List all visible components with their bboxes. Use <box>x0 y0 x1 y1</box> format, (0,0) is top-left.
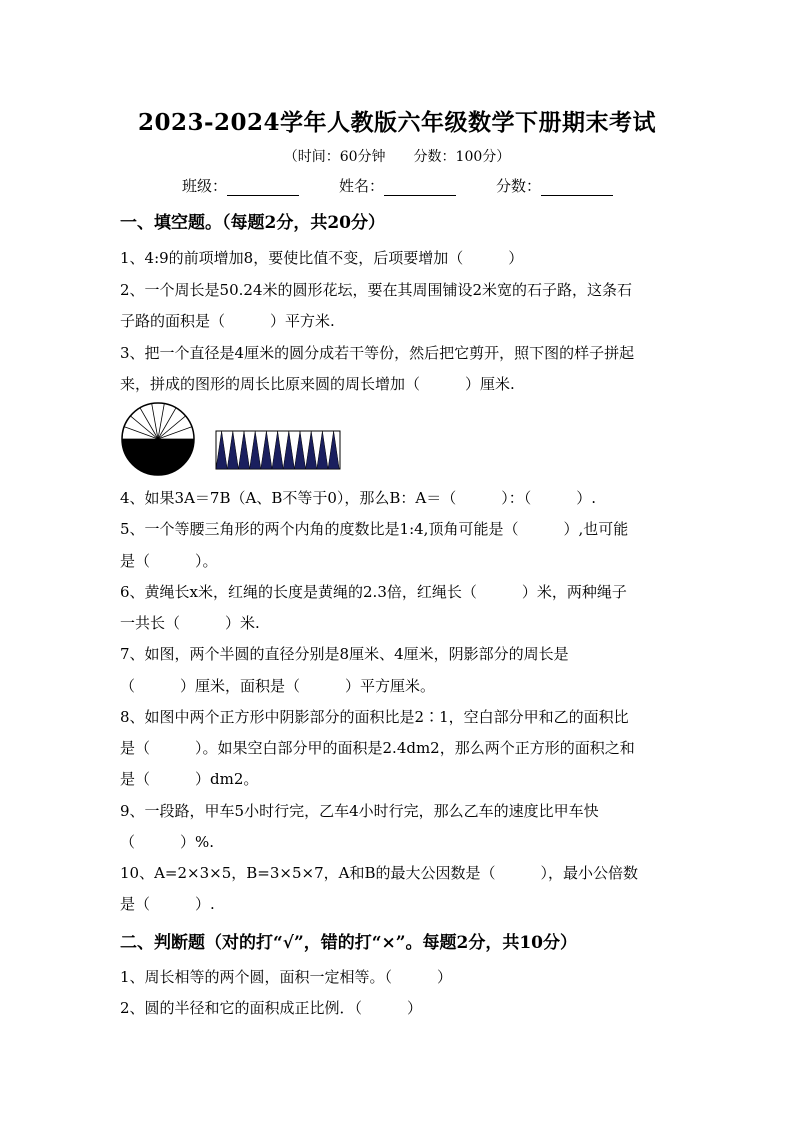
score-label: 分数： <box>496 177 542 195</box>
question-line: 一共长（ ）米. <box>120 614 260 632</box>
question-line: （ ）厘米，面积是（ ）平方厘米。 <box>120 677 436 695</box>
name-blank[interactable] <box>384 181 456 196</box>
question-line: 是（ ）。 <box>120 552 218 570</box>
exam-subtitle: （时间：60分钟 分数：100分） <box>283 149 511 165</box>
section1-heading: 一、填空题。（每题2分，共20分） <box>120 213 385 233</box>
question-line: 4、如果3A＝7B（A、B不等于0），那么B：A＝（ ）：（ ）. <box>120 489 597 507</box>
question-line: 9、一段路，甲车5小时行完，乙车4小时行完，那么乙车的速度比甲车快 <box>120 802 599 820</box>
question-line: 1、4:9的前项增加8，要使比值不变，后项要增加（ ） <box>120 249 524 267</box>
name-label: 姓名： <box>339 177 385 195</box>
question-line: 5、一个等腰三角形的两个内角的度数比是1:4,顶角可能是（ ）,也可能 <box>120 520 629 538</box>
question-line: 子路的面积是（ ）平方米. <box>120 312 335 330</box>
question-line: 3、把一个直径是4厘米的圆分成若干等份，然后把它剪开，照下图的样子拼起 <box>120 344 635 362</box>
question-line: 来，拼成的图形的周长比原来圆的周长增加（ ）厘米. <box>120 375 515 393</box>
question-line: 7、如图，两个半圆的直径分别是8厘米、4厘米，阴影部分的周长是 <box>120 645 569 663</box>
question-line: 6、黄绳长x米，红绳的长度是黄绳的2.3倍，红绳长（ ）米，两种绳子 <box>120 583 627 601</box>
section2-heading: 二、判断题（对的打“√”，错的打“×”。每题2分，共10分） <box>120 933 578 953</box>
question-line: 10、A=2×3×5，B=3×5×7，A和B的最大公因数是（ ），最小公倍数 <box>120 864 638 882</box>
rearranged-sectors-figure <box>214 428 342 472</box>
question-line: 是（ ）dm2。 <box>120 770 259 788</box>
question-line: 2、圆的半径和它的面积成正比例．（ ） <box>120 999 423 1017</box>
class-label: 班级： <box>182 177 228 195</box>
question-line: 是（ ）. <box>120 895 215 913</box>
question-line: 2、一个周长是50.24米的圆形花坛，要在其周围铺设2米宽的石子路，这条石 <box>120 281 633 299</box>
question-line: （ ）%. <box>120 833 215 851</box>
score-blank[interactable] <box>541 181 613 196</box>
question-line: 是（ ）。如果空白部分甲的面积是2.4dm2，那么两个正方形的面积之和 <box>120 739 635 757</box>
question-line: 1、周长相等的两个圆，面积一定相等。（ ） <box>120 968 453 986</box>
class-blank[interactable] <box>227 181 299 196</box>
exam-title: 2023-2024学年人教版六年级数学下册期末考试 <box>137 109 657 136</box>
circle-sectors-figure <box>120 402 200 476</box>
student-info <box>182 175 642 196</box>
question-line: 8、如图中两个正方形中阴影部分的面积比是2∶1，空白部分甲和乙的面积比 <box>120 708 629 726</box>
